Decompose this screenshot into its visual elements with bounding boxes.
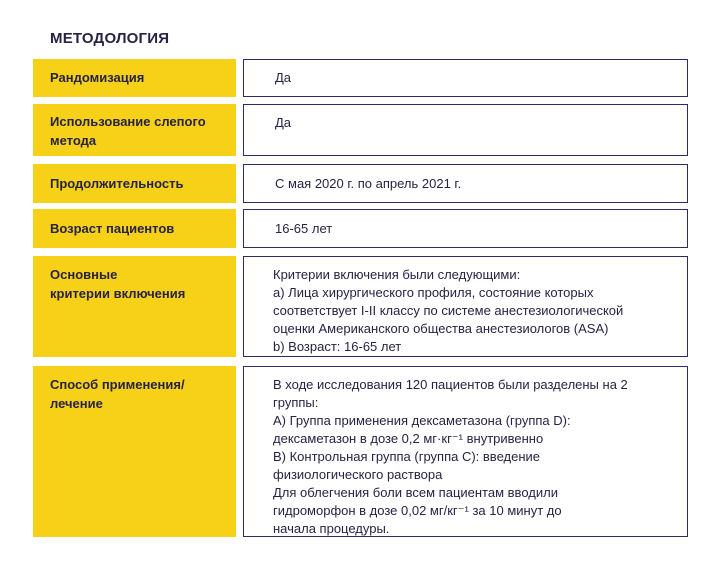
methodology-row-duration bbox=[33, 164, 688, 203]
row-label-line: Возраст пациентов bbox=[50, 221, 175, 236]
row-value bbox=[243, 59, 688, 97]
row-label-line: метода bbox=[50, 133, 97, 148]
row-label-line: лечение bbox=[50, 396, 103, 411]
row-value-line: A) Группа применения дексаметазона (группа D): bbox=[273, 413, 571, 428]
row-value bbox=[243, 164, 688, 203]
row-label bbox=[33, 209, 236, 248]
row-value bbox=[243, 256, 688, 357]
row-value-line: b) Возраст: 16-65 лет bbox=[273, 339, 402, 354]
row-value bbox=[243, 366, 688, 537]
row-label bbox=[33, 366, 236, 537]
methodology-row-randomization bbox=[33, 59, 688, 97]
row-value-line: дексаметазон в дозе 0,2 мг·кг⁻¹ внутривенно bbox=[273, 431, 544, 446]
row-value-line: гидроморфон в дозе 0,02 мг/кг⁻¹ за 10 минут до bbox=[273, 503, 562, 518]
row-label-line: Рандомизация bbox=[50, 70, 145, 85]
row-value-line: соответствует I-II классу по системе анестезиологической bbox=[273, 303, 624, 318]
row-label-line: Продолжительность bbox=[50, 176, 184, 191]
page-title: МЕТОДОЛОГИЯ bbox=[50, 30, 170, 47]
row-label-line: Использование слепого bbox=[50, 114, 206, 129]
methodology-row-inclusion-criteria bbox=[33, 256, 688, 357]
methodology-row-blinding bbox=[33, 104, 688, 156]
row-value-line: B) Контрольная группа (группа C): введение bbox=[273, 449, 541, 464]
row-label bbox=[33, 256, 236, 357]
row-label bbox=[33, 104, 236, 156]
row-label-line: Основные bbox=[50, 267, 118, 282]
row-value-line: Да bbox=[275, 70, 292, 85]
row-label-line: критерии включения bbox=[50, 286, 186, 301]
row-value-line: Да bbox=[275, 115, 292, 130]
row-value-line: физиологического раствора bbox=[273, 467, 443, 482]
row-label bbox=[33, 59, 236, 97]
row-value-line: a) Лица хирургического профиля, состояние которых bbox=[273, 285, 594, 300]
row-label-line: Способ применения/ bbox=[50, 377, 185, 392]
row-value-line: начала процедуры. bbox=[273, 521, 390, 536]
row-label bbox=[33, 164, 236, 203]
row-value-line: группы: bbox=[273, 395, 319, 410]
row-value-line: Для облегчения боли всем пациентам вводили bbox=[273, 485, 558, 500]
row-value-line: В ходе исследования 120 пациентов были разделены на 2 bbox=[273, 377, 628, 392]
row-value-line: С мая 2020 г. по апрель 2021 г. bbox=[275, 176, 462, 191]
row-value-line: 16-65 лет bbox=[275, 221, 333, 236]
methodology-row-age bbox=[33, 209, 688, 248]
row-value bbox=[243, 104, 688, 156]
row-value bbox=[243, 209, 688, 248]
methodology-row-treatment bbox=[33, 366, 688, 537]
row-value-line: оценки Американского общества анестезиологов (ASA) bbox=[273, 321, 609, 336]
row-value-line: Критерии включения были следующими: bbox=[273, 267, 521, 282]
